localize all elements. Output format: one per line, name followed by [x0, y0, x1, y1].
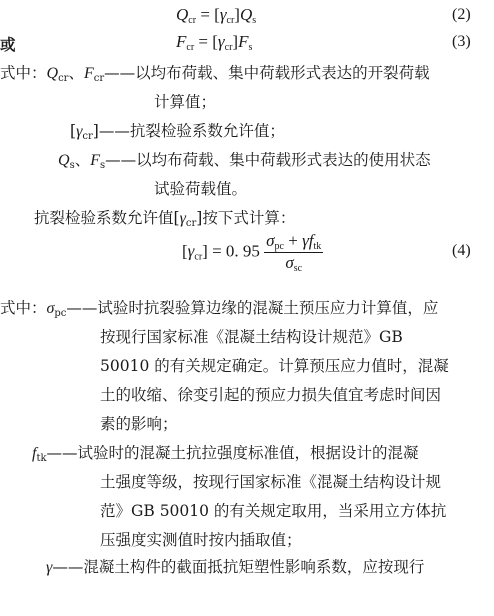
or-word: 或 — [0, 35, 16, 54]
def1-item3-line2: 试验荷载值。 — [154, 180, 248, 198]
equation-3: $F_{cr} = [\gamma_{cr}]F_s$ — [176, 32, 253, 53]
def2-item1-line: 50010 的有关规定确定。计算预压应力值时，混凝 — [100, 357, 449, 375]
eq4-fraction: $\frac{\sigma_{pc} + \gamma f_{tk}}{\sigma_{sc}}$ — [266, 231, 322, 274]
eq2-lhs: $Q_{cr}$ — [176, 5, 197, 26]
def2-item1-line: 土的收缩、徐变引起的预应力损失值宜考虑时间因 — [100, 386, 442, 404]
intro-sentence: 抗裂检验系数允许值$[\gamma_{cr}]$按下式计算： — [34, 209, 296, 229]
def2-item1-line: 素的影响； — [100, 415, 178, 433]
equation-4-number: (4) — [452, 242, 471, 259]
def2-item2: $f_{tk}——$试验时的混凝土抗拉强度标准值，根据设计的混凝 — [32, 444, 419, 464]
def2-item1: 式中：$\sigma_{pc}——$试验时抗裂验算边缘的混凝土预压应力计算值，应 — [0, 299, 439, 319]
equation-3-number: (3) — [452, 33, 471, 50]
def2-item1-line: 按现行国家标准《混凝土结构设计规范》GB — [100, 328, 403, 346]
def2-item2-line: 土强度等级，按现行国家标准《混凝土结构设计规 — [100, 473, 442, 491]
def1-item3: $Q_s$、$F_s——$以均布荷载、集中荷载形式表达的使用状态 — [58, 151, 431, 171]
equation-2: $Q_{cr} = [\gamma_{cr}]Q_s$ — [176, 5, 257, 26]
def2-item3: γ——混凝土构件的截面抵抗矩塑性影响系数，应按现行 — [46, 558, 425, 576]
def2-item2-line: 压强度实测值时按内插取值； — [100, 531, 302, 549]
def1-item1-line2: 计算值； — [154, 93, 217, 111]
equation-4: $[\gamma_{cr}] = 0$. 95 $\frac{\sigma_{pc} + \gamma f_{tk}}{\sigma_{sc}}$ — [182, 231, 322, 274]
def1-item2: $[\gamma_{cr}]——$抗裂检验系数允许值； — [70, 122, 285, 142]
equation-2-number: (2) — [452, 6, 471, 23]
def2-item2-line: 范》GB 50010 的有关规定取用，当采用立方体抗 — [100, 502, 447, 520]
def1-item1: 式中：$Q_{cr}$、$F_{cr}——$以均布荷载、集中荷载形式表达的开裂荷载 — [0, 64, 430, 84]
